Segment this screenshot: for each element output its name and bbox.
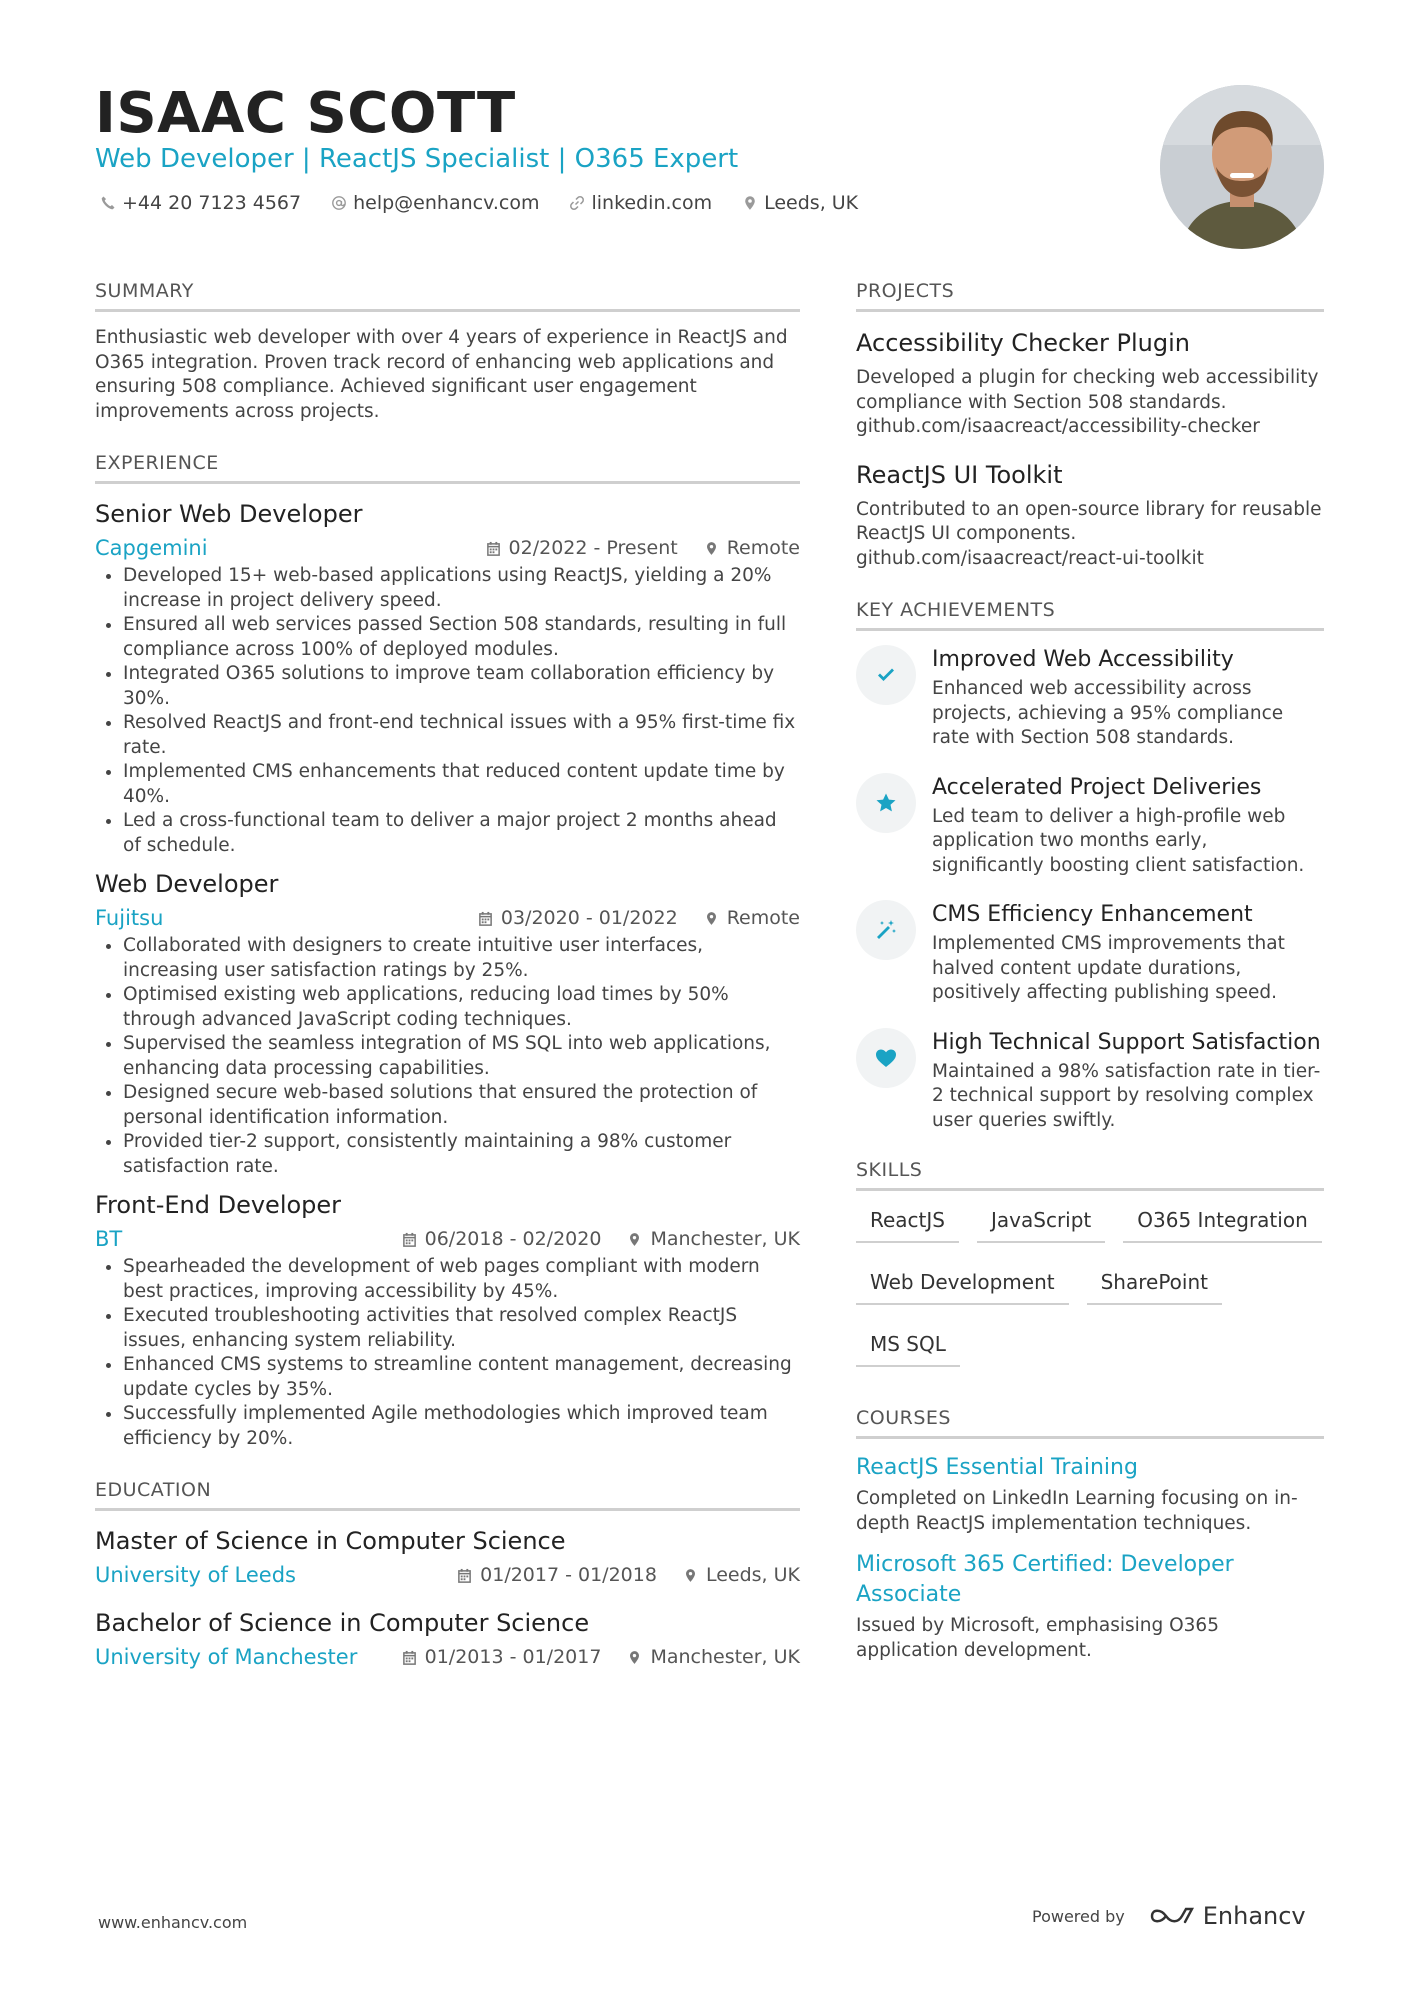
- location-pin-icon: [704, 911, 719, 926]
- list-item: • Implemented CMS enhancements that reduced content update time by 40%.: [123, 760, 800, 809]
- location-pin-icon: [683, 1568, 698, 1583]
- course-description: Issued by Microsoft, emphasising O365 application development.: [856, 1615, 1219, 1661]
- project-title: ReactJS UI Toolkit: [856, 460, 1063, 489]
- contact-phone: [100, 190, 301, 216]
- project-entry: [856, 458, 1324, 572]
- check-icon: [856, 645, 916, 705]
- list-item: • Spearheaded the development of web pages compliant with modern best practices, improving accessibility by 45%.: [123, 1255, 800, 1304]
- enhancv-logo[interactable]: [1149, 1902, 1306, 1930]
- course-entry: [856, 1550, 1324, 1663]
- brand-name: Enhancv: [1202, 1902, 1306, 1930]
- achievement-entry: [856, 773, 1324, 879]
- school-name: University of Leeds: [95, 1563, 296, 1587]
- location-text: Leeds, UK: [764, 192, 859, 214]
- skill-tag: JavaScript: [977, 1205, 1105, 1243]
- skill-tag: ReactJS: [856, 1205, 959, 1243]
- achievement-title: Accelerated Project Deliveries: [932, 774, 1262, 800]
- summary-text: Enthusiastic web developer with over 4 years of experience in ReactJS and O365 integration. Proven track record of enhancing web applications and ensuring 508 compliance. Achieved significant user engagement improvements across projects.: [95, 327, 788, 422]
- project-title: Accessibility Checker Plugin: [856, 329, 1191, 357]
- list-item: • Developed 15+ web-based applications using ReactJS, yielding a 20% increase in project delivery speed.: [123, 564, 800, 613]
- job-bullets: [95, 564, 800, 858]
- avatar-photo-icon: [1160, 85, 1324, 249]
- education-dates: 01/2013 - 01/2017: [424, 1646, 602, 1668]
- achievement-title: Improved Web Accessibility: [932, 647, 1234, 672]
- footer-branding: [1032, 1902, 1306, 1930]
- contact-location: [742, 190, 858, 216]
- avatar: [1160, 85, 1324, 249]
- degree-title: Master of Science in Computer Science: [95, 1527, 566, 1555]
- education-location: Manchester, UK: [650, 1646, 800, 1668]
- course-entry: [856, 1453, 1324, 1536]
- calendar-icon: [486, 541, 501, 556]
- list-item: • Integrated O365 solutions to improve team collaboration efficiency by 30%.: [123, 662, 800, 711]
- achievements-section: [856, 597, 1324, 1133]
- calendar-icon: [402, 1650, 417, 1665]
- job-location: Remote: [726, 537, 800, 559]
- job-entry: [95, 498, 800, 858]
- at-icon: [331, 195, 347, 211]
- project-entry: [856, 326, 1324, 440]
- school-name: University of Manchester: [95, 1645, 358, 1669]
- summary-heading: SUMMARY: [95, 278, 800, 312]
- job-title: Web Developer: [95, 870, 279, 898]
- candidate-title: Web Developer | ReactJS Specialist | O365 Expert: [95, 144, 739, 174]
- degree-title: Bachelor of Science in Computer Science: [95, 1609, 590, 1637]
- project-description: Developed a plugin for checking web accessibility compliance with Section 508 standards. github.com/isaacreact/accessibility-checker: [856, 367, 1319, 437]
- job-title: Front-End Developer: [95, 1191, 342, 1219]
- job-dates: 03/2020 - 01/2022: [500, 907, 678, 929]
- projects-section: [856, 278, 1324, 571]
- list-item: • Successfully implemented Agile methodologies which improved team efficiency by 20%.: [123, 1402, 800, 1451]
- job-title: Senior Web Developer: [95, 500, 363, 528]
- footer-website[interactable]: www.enhancv.com: [98, 1913, 248, 1932]
- education-dates: 01/2017 - 01/2018: [480, 1564, 657, 1586]
- list-item: • Designed secure web-based solutions that ensured the protection of personal identification information.: [123, 1081, 800, 1130]
- education-entry: [95, 1525, 800, 1589]
- location-pin-icon: [704, 541, 719, 556]
- company-name: Fujitsu: [95, 906, 164, 930]
- job-bullets: [95, 934, 800, 1179]
- job-bullets: [95, 1255, 800, 1451]
- location-pin-icon: [742, 195, 758, 211]
- achievement-title: High Technical Support Satisfaction: [932, 1029, 1321, 1055]
- location-pin-icon: [627, 1650, 642, 1665]
- right-column: [856, 278, 1324, 1677]
- phone-text: +44 20 7123 4567: [122, 192, 302, 214]
- list-item: • Executed troubleshooting activities that resolved complex ReactJS issues, enhancing system reliability.: [123, 1304, 800, 1353]
- star-icon: [856, 773, 916, 833]
- courses-heading: COURSES: [856, 1405, 1324, 1439]
- achievement-entry: [856, 645, 1324, 751]
- experience-section: [95, 450, 800, 1451]
- company-name: Capgemini: [95, 536, 208, 560]
- education-location: Leeds, UK: [705, 1564, 800, 1586]
- job-dates: 06/2018 - 02/2020: [424, 1228, 602, 1250]
- email-text: help@enhancv.com: [353, 192, 540, 214]
- achievement-description: Maintained a 98% satisfaction rate in tier-2 technical support by resolving complex user queries swiftly.: [932, 1060, 1321, 1131]
- linkedin-text: linkedin.com: [591, 192, 713, 214]
- education-entry: [95, 1607, 800, 1671]
- contact-email[interactable]: [331, 190, 539, 216]
- achievement-title: CMS Efficiency Enhancement: [932, 902, 1253, 927]
- experience-heading: EXPERIENCE: [95, 450, 800, 484]
- achievement-description: Implemented CMS improvements that halved content update durations, positively affecting publishing speed.: [932, 933, 1285, 1003]
- job-entry: [95, 868, 800, 1179]
- skill-tag: SharePoint: [1087, 1267, 1222, 1305]
- calendar-icon: [457, 1568, 472, 1583]
- contact-bar: [100, 190, 858, 216]
- skills-heading: SKILLS: [856, 1157, 1324, 1191]
- achievement-description: Enhanced web accessibility across projects, achieving a 95% compliance rate with Section 508 standards.: [932, 678, 1284, 748]
- achievement-description: Led team to deliver a high-profile web application two months early, significantly boosting client satisfaction.: [932, 805, 1305, 876]
- list-item: • Led a cross-functional team to deliver a major project 2 months ahead of schedule.: [123, 809, 800, 858]
- job-dates: 02/2022 - Present: [508, 537, 678, 559]
- skill-tag: MS SQL: [856, 1329, 960, 1367]
- projects-heading: PROJECTS: [856, 278, 1324, 312]
- summary-section: [95, 278, 800, 424]
- powered-by-text: Powered by: [1032, 1906, 1125, 1926]
- list-item: • Collaborated with designers to create intuitive user interfaces, increasing user satisfaction ratings by 25%.: [123, 934, 800, 983]
- project-description: Contributed to an open-source library for reusable ReactJS UI components. github.com/isaacreact/react-ui-toolkit: [856, 498, 1322, 569]
- location-pin-icon: [627, 1232, 642, 1247]
- heart-icon: [856, 1028, 916, 1088]
- achievement-entry: [856, 1028, 1324, 1134]
- magic-wand-icon: [856, 900, 916, 960]
- candidate-name: ISAAC SCOTT: [95, 81, 516, 146]
- course-description: Completed on LinkedIn Learning focusing on in-depth ReactJS implementation techniques.: [856, 1488, 1298, 1534]
- course-title: Microsoft 365 Certified: Developer Associate: [856, 1552, 1234, 1607]
- calendar-icon: [478, 911, 493, 926]
- course-title: ReactJS Essential Training: [856, 1455, 1138, 1480]
- contact-linkedin[interactable]: [569, 190, 712, 216]
- skills-list: [856, 1205, 1326, 1367]
- link-icon: [569, 195, 585, 211]
- list-item: • Supervised the seamless integration of MS SQL into web applications, enhancing data processing capabilities.: [123, 1032, 800, 1081]
- job-entry: [95, 1189, 800, 1451]
- job-location: Manchester, UK: [650, 1228, 800, 1250]
- list-item: • Ensured all web services passed Section 508 standards, resulting in full compliance across 100% of deployed modules.: [123, 613, 800, 662]
- job-location: Remote: [726, 907, 800, 929]
- education-heading: EDUCATION: [95, 1477, 800, 1511]
- skill-tag: O365 Integration: [1123, 1205, 1321, 1243]
- company-name: BT: [95, 1227, 123, 1251]
- skills-section: [856, 1157, 1324, 1367]
- achievements-heading: KEY ACHIEVEMENTS: [856, 597, 1324, 631]
- list-item: • Provided tier-2 support, consistently maintaining a 98% customer satisfaction rate.: [123, 1130, 800, 1179]
- enhancv-logo-icon: [1149, 1903, 1195, 1929]
- left-column: [95, 278, 800, 1681]
- courses-section: [856, 1405, 1324, 1663]
- phone-icon: [100, 195, 116, 211]
- list-item: • Optimised existing web applications, reducing load times by 50% through advanced JavaScript coding techniques.: [123, 983, 800, 1032]
- education-section: [95, 1477, 800, 1671]
- list-item: • Enhanced CMS systems to streamline content management, decreasing update cycles by 35%.: [123, 1353, 800, 1402]
- calendar-icon: [402, 1232, 417, 1247]
- achievement-entry: [856, 900, 1324, 1006]
- skill-tag: Web Development: [856, 1267, 1069, 1305]
- list-item: • Resolved ReactJS and front-end technical issues with a 95% first-time fix rate.: [123, 711, 800, 760]
